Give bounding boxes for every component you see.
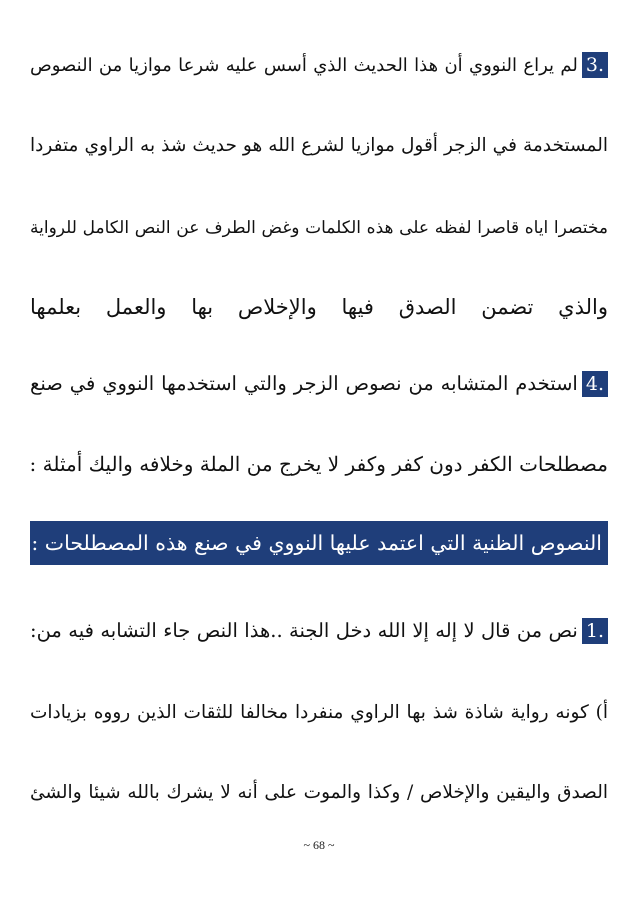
line-text: مصطلحات الكفر دون كفر وكفر لا يخرج من الملة وخلافه واليك أمثلة : bbox=[29, 452, 608, 476]
line-text: نص من قال لا إله إلا الله دخل الجنة ..هذا النص جاء التشابه فيه من: bbox=[30, 619, 578, 642]
paragraph-line bbox=[30, 130, 608, 162]
paragraph-line bbox=[30, 291, 608, 323]
paragraph-line bbox=[30, 777, 608, 809]
paragraph-line bbox=[30, 50, 608, 82]
section-heading bbox=[30, 521, 608, 565]
page-number: ~ 68 ~ bbox=[303, 838, 335, 852]
line-text: المستخدمة في الزجر أقول موازيا لشرع الله هو حديث شذ به الراوي متفردا bbox=[30, 135, 608, 156]
line-text: استخدم المتشابه من نصوص الزجر والتي استخدمها النووي في صنع bbox=[30, 372, 578, 395]
line-text: أ) كونه رواية شاذة شذ بها الراوي منفردا مخالفا للثقات الذين رووه بزيادات bbox=[30, 702, 608, 723]
paragraph-line bbox=[30, 368, 608, 400]
item-number: 4. bbox=[582, 371, 608, 397]
document-page bbox=[30, 0, 608, 903]
line-text: لم يراع النووي أن هذا الحديث الذي أسس عليه شرعا موازيا من النصوص bbox=[30, 55, 578, 76]
line-text: مختصرا اياه قاصرا لفظه على هذه الكلمات وغض الطرف عن النص الكامل للرواية bbox=[30, 218, 608, 238]
item-number: 1. bbox=[582, 618, 608, 644]
paragraph-line bbox=[30, 697, 608, 729]
line-text: والذي تضمن الصدق فيها والإخلاص بها والعمل بعلمها bbox=[30, 295, 608, 319]
paragraph-line bbox=[30, 615, 608, 647]
heading-text: النصوص الظنية التي اعتمد عليها النووي في صنع هذه المصطلحات : bbox=[31, 531, 602, 555]
paragraph-line bbox=[30, 212, 608, 244]
paragraph-line bbox=[30, 448, 608, 480]
item-number: 3. bbox=[582, 52, 608, 78]
line-text: الصدق واليقين والإخلاص / وكذا والموت على أنه لا يشرك بالله شيئا والشئ bbox=[30, 782, 608, 803]
